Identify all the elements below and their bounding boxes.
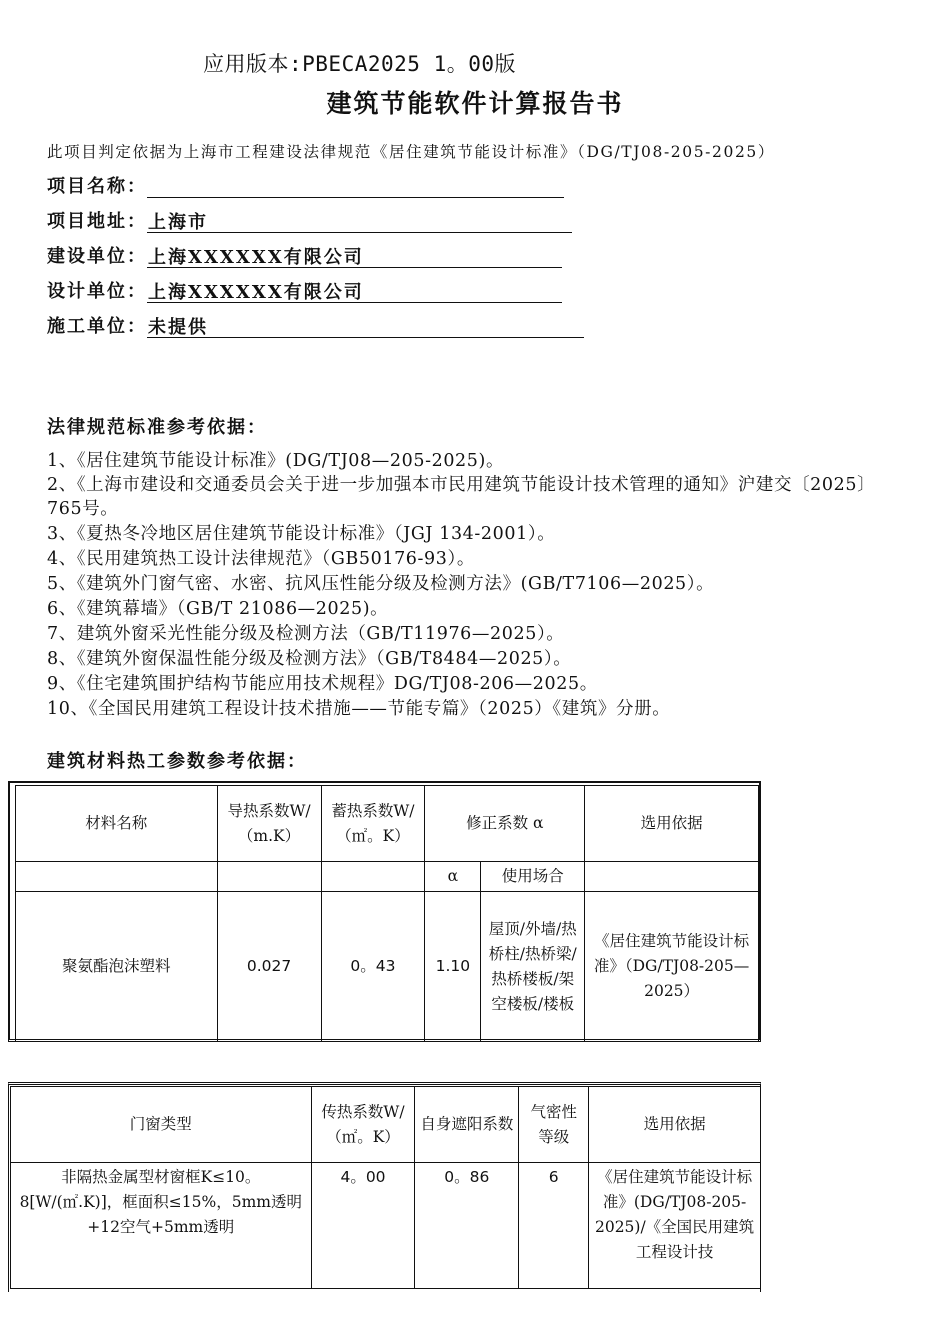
header-material-name: 材料名称 [16, 786, 218, 862]
designer-value: 上海XXXXXX有限公司 [147, 278, 562, 303]
reference-item: 3、《夏热冬冷地区居住建筑节能设计标准》（JGJ 134-2001）。 [47, 524, 556, 544]
reference-item: 4、《民用建筑热工设计法律规范》（GB50176-93）。 [47, 549, 475, 569]
project-name-row [47, 172, 564, 198]
table-row [16, 892, 759, 1042]
report-title: 建筑节能软件计算报告书 [326, 89, 624, 118]
windows-table [10, 1086, 761, 1289]
header-airtight: 气密性等级 [519, 1087, 589, 1163]
basis-cell: 《居住建筑节能设计标准》（DG/TJ08-205—2025） [585, 892, 759, 1042]
project-address-label: 项目地址： [47, 211, 147, 232]
builder-row [47, 242, 562, 268]
materials-title: 建筑材料热工参数参考依据： [47, 751, 307, 772]
designer-row [47, 277, 562, 303]
subheader-empty [217, 862, 321, 892]
header-basis: 选用依据 [589, 1087, 761, 1163]
constructor-value: 未提供 [147, 313, 584, 338]
header-correction: 修正系数 α [425, 786, 585, 862]
reference-item: 1、《居住建筑节能设计标准》(DG/TJ08—205-2025)。 [47, 451, 505, 471]
project-name-value [147, 173, 564, 198]
constructor-label: 施工单位： [47, 316, 147, 337]
basis-cell: 《居住建筑节能设计标准》(DG/TJ08-205-2025)/《全国民用建筑工程设计技 [589, 1163, 761, 1289]
designer-label: 设计单位： [47, 281, 147, 302]
window-type-cell: 非隔热金属型材窗框K≤10。8[W/(㎡.K)]，框面积≤15%，5mm透明+12空气+5mm透明 [11, 1163, 312, 1289]
materials-table [15, 785, 759, 1042]
u-value-cell: 4。00 [311, 1163, 415, 1289]
subheader-empty [585, 862, 759, 892]
heat-storage-cell: 0。43 [321, 892, 425, 1042]
header-conductivity: 导热系数W/（m.K） [217, 786, 321, 862]
alpha-cell: 1.10 [425, 892, 481, 1042]
header-u-value: 传热系数W/（㎡。K） [311, 1087, 415, 1163]
version-label: 应用版本:PBECA2025 1。00版 [203, 52, 517, 76]
header-shading: 自身遮阳系数 [415, 1087, 519, 1163]
constructor-row [47, 312, 584, 338]
table-row [11, 1163, 761, 1289]
materials-header-row [16, 786, 759, 862]
shading-cell: 0。86 [415, 1163, 519, 1289]
reference-item: 10、《全国民用建筑工程设计技术措施——节能专篇》（2025）《建筑》分册。 [47, 699, 671, 719]
conductivity-cell: 0.027 [217, 892, 321, 1042]
subheader-alpha: α [425, 862, 481, 892]
project-address-row [47, 207, 572, 233]
materials-subheader-row [16, 862, 759, 892]
reference-item: 7、建筑外窗采光性能分级及检测方法（GB/T11976—2025）。 [47, 624, 565, 644]
usage-cell: 屋顶/外墙/热桥柱/热桥梁/热桥楼板/架空楼板/楼板 [481, 892, 585, 1042]
reference-item: 6、《建筑幕墙》（GB/T 21086—2025)。 [47, 599, 389, 619]
material-name-cell: 聚氨酯泡沫塑料 [16, 892, 218, 1042]
reference-item: 9、《住宅建筑围护结构节能应用技术规程》DG/TJ08-206—2025。 [47, 674, 598, 694]
project-name-label: 项目名称： [47, 176, 147, 197]
builder-value: 上海XXXXXX有限公司 [147, 243, 562, 268]
header-heat-storage: 蓄热系数W/（㎡。K） [321, 786, 425, 862]
references-title: 法律规范标准参考依据： [47, 417, 267, 438]
header-window-type: 门窗类型 [11, 1087, 312, 1163]
reference-item: 8、《建筑外窗保温性能分级及检测方法》（GB/T8484—2025）。 [47, 649, 572, 669]
subheader-usage: 使用场合 [481, 862, 585, 892]
builder-label: 建设单位： [47, 246, 147, 267]
windows-header-row [11, 1087, 761, 1163]
subheader-empty [321, 862, 425, 892]
reference-item: 5、《建筑外门窗气密、水密、抗风压性能分级及检测方法》(GB/T7106—2025）。 [47, 574, 715, 594]
header-basis: 选用依据 [585, 786, 759, 862]
judgement-basis: 此项目判定依据为上海市工程建设法律规范《居住建筑节能设计标准》（DG/TJ08-205-2025） [47, 143, 775, 161]
airtight-cell: 6 [519, 1163, 589, 1289]
reference-item: 2、《上海市建设和交通委员会关于进一步加强本市民用建筑节能设计技术管理的通知》沪建交〔2025〕765号。 [47, 475, 876, 519]
subheader-empty [16, 862, 218, 892]
project-address-value: 上海市 [147, 208, 572, 233]
